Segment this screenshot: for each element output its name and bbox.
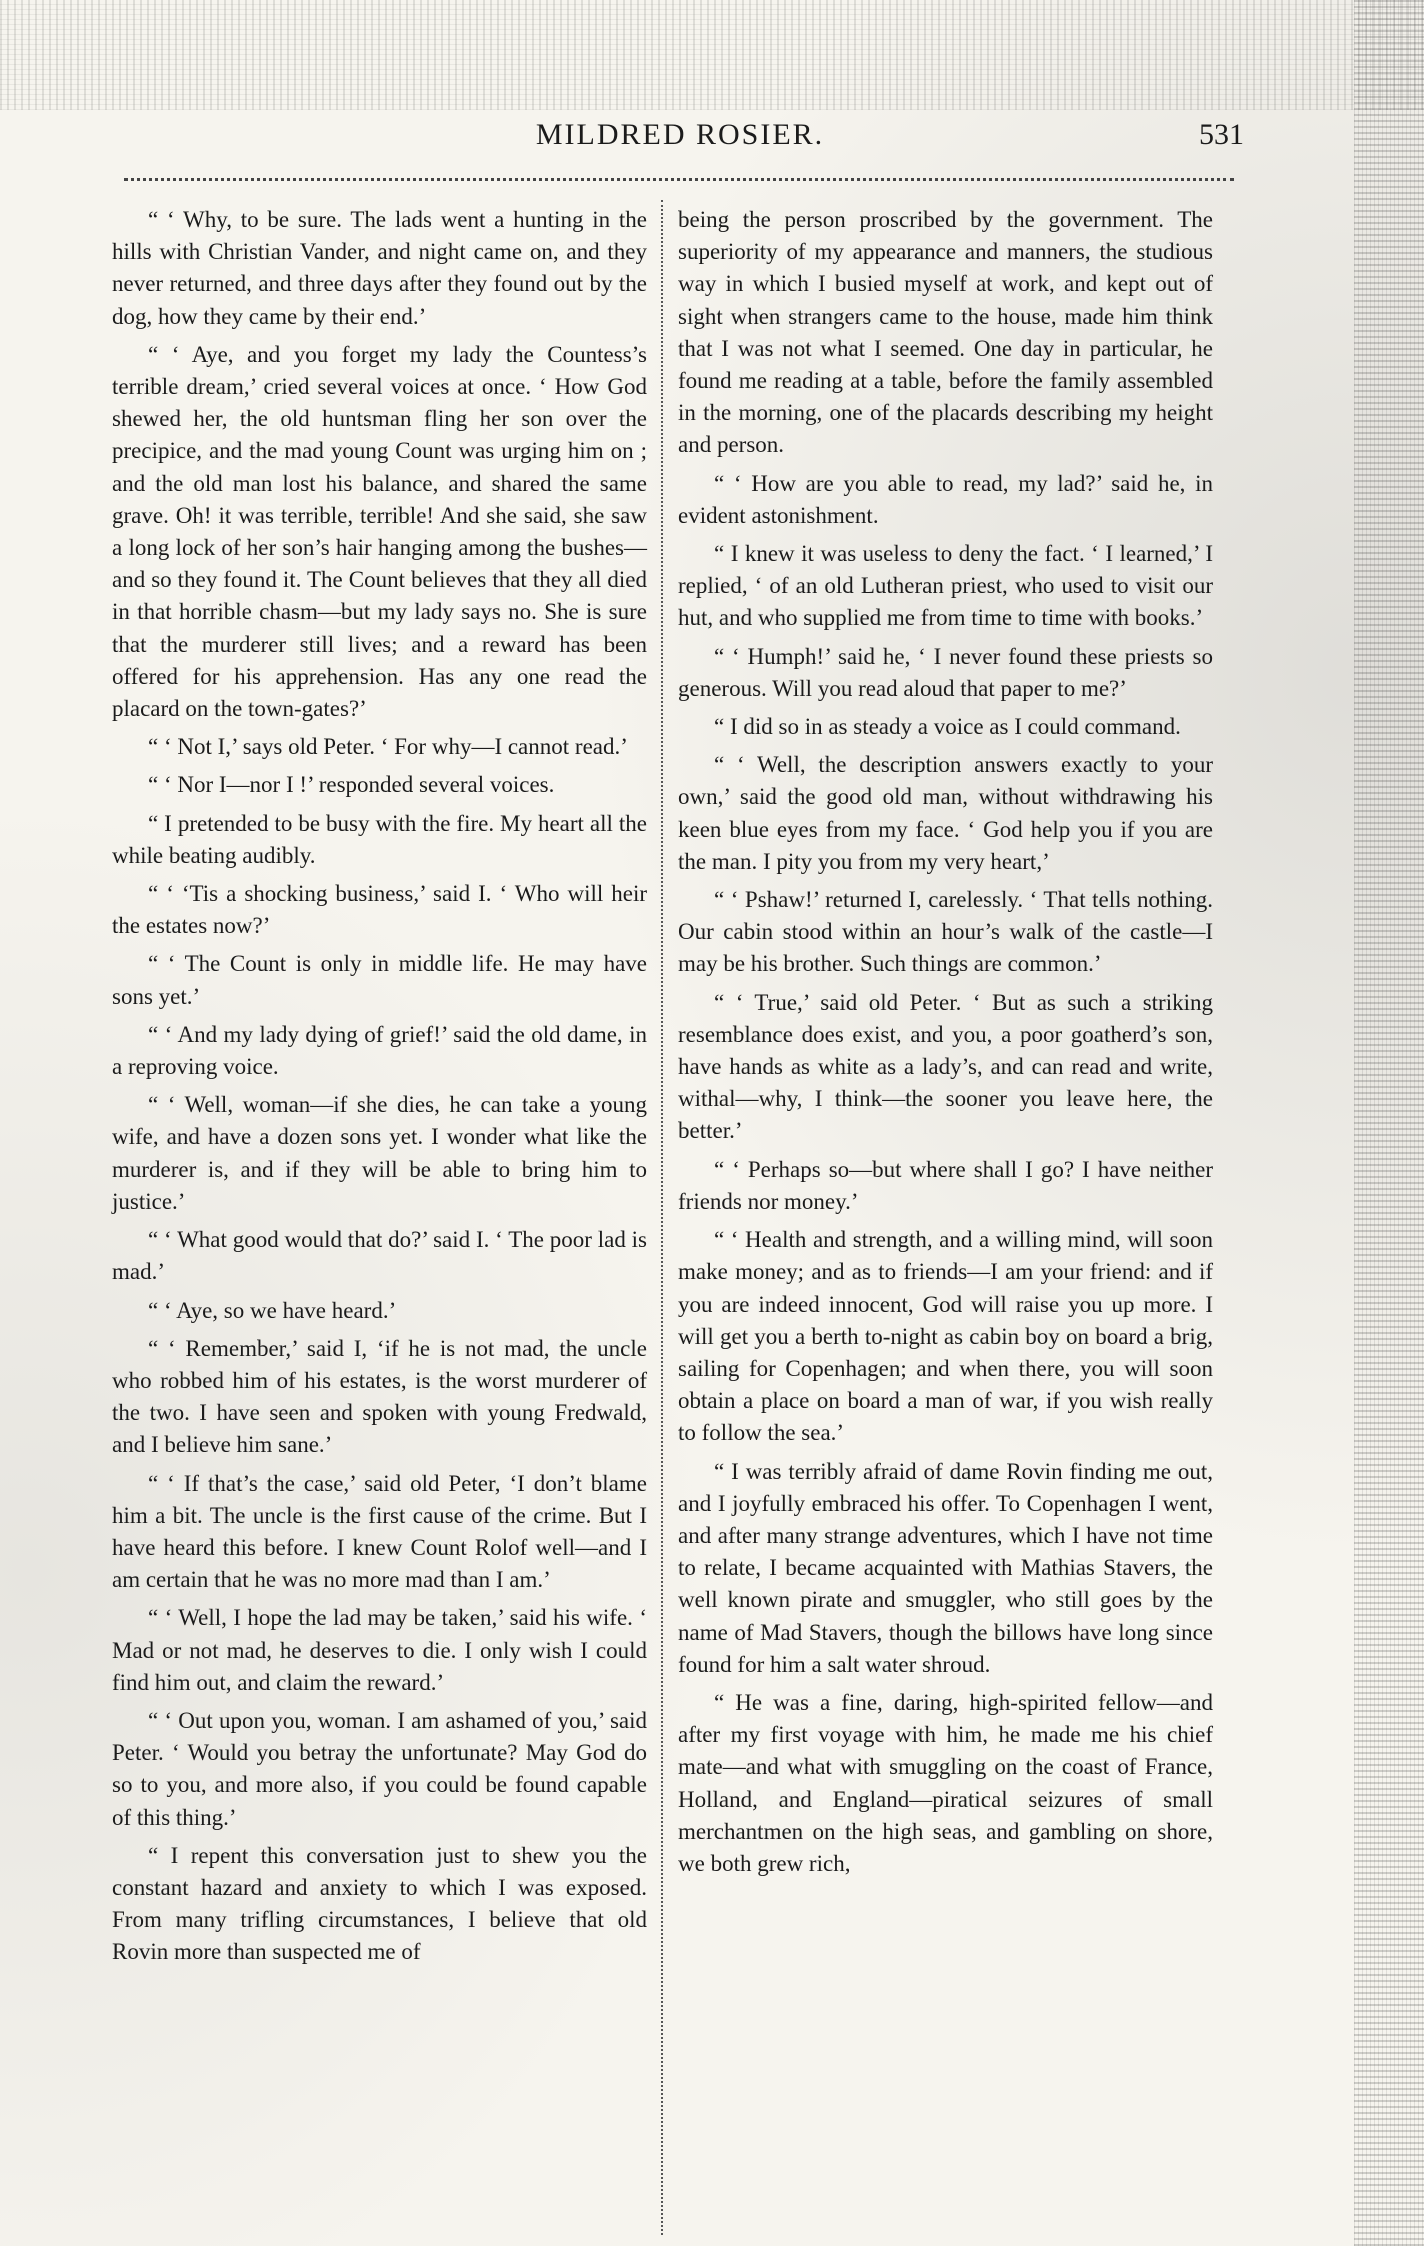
right-column <box>678 204 1213 1886</box>
left-column <box>112 204 647 1975</box>
paragraph: “ I knew it was useless to deny the fact. ‘ I learned,’ I replied, ‘ of an old Lutheran priest, who used to visit our hut, and who supplied me from time to time with books.’ <box>678 541 1213 631</box>
page-number: 531 <box>1199 118 1244 151</box>
paragraph: “ ‘ Pshaw!’ returned I, carelessly. ‘ That tells nothing. Our cabin stood within an hour’s walk of the castle—I may be his brother. Such things are common.’ <box>678 887 1213 977</box>
paragraph: “ ‘ Remember,’ said I, ‘if he is not mad, the uncle who robbed him of his estates, is the worst murderer of the two. I have seen and spoken with young Fredwald, and I believe him sane.’ <box>112 1335 647 1458</box>
paragraph: “ ‘ ‘Tis a shocking business,’ said I. ‘ Who will heir the estates now?’ <box>112 881 647 939</box>
page-header <box>120 118 1244 168</box>
scan-noise-top <box>0 0 1424 110</box>
paragraph: “ ‘ Nor I—nor I !’ responded several voices. <box>148 772 555 798</box>
paragraph: “ ‘ Perhaps so—but where shall I go? I have neither friends nor money.’ <box>678 1156 1213 1214</box>
paragraph: “ ‘ Out upon you, woman. I am ashamed of you,’ said Peter. ‘ Would you betray the unfortunate? May God do so to you, and more also, if you could be found capable of this thing.’ <box>112 1707 647 1830</box>
column-divider <box>661 200 663 2235</box>
paragraph: “ ‘ Aye, so we have heard.’ <box>148 1297 397 1323</box>
header-rule <box>124 178 1234 181</box>
paragraph: “ I was terribly afraid of dame Rovin finding me out, and I joyfully embraced his offer. To Copenhagen I went, and after many strange adventures, which I have not time to relate, I became acquainted with Mathias Stavers, the well known pirate and smuggler, who still goes by the name of Mad Stavers, though the billows have long since found for him a salt water shroud. <box>678 1458 1213 1677</box>
paragraph: “ ‘ The Count is only in middle life. He may have sons yet.’ <box>112 951 647 1009</box>
paragraph: “ He was a fine, daring, high-spirited fellow—and after my first voyage with him, he made me his chief mate—and what with smuggling on the coast of France, Holland, and England—piratical seizures of small merchantmen on the high seas, and gambling on shore, we both grew rich, <box>678 1689 1213 1876</box>
paragraph: “ I repent this conversation just to shew you the constant hazard and anxiety to which I was exposed. From many trifling circumstances, I believe that old Rovin more than suspected me of <box>112 1842 647 1965</box>
paragraph: “ ‘ Well, woman—if she dies, he can take a young wife, and have a dozen sons yet. I wonder what like the murderer is, and if they will be able to bring him to justice.’ <box>112 1092 647 1214</box>
paragraph: “ ‘ Health and strength, and a willing mind, will soon make money; and as to friends—I am your friend: and if you are indeed innocent, God will raise you up more. I will get you a berth to-night as cabin boy on board a brig, sailing for Copenhagen; and when there, you will soon obtain a place on board a man of war, if you wish really to follow the sea.’ <box>678 1227 1213 1446</box>
paragraph: “ ‘ What good would that do?’ said I. ‘ The poor lad is mad.’ <box>112 1227 647 1285</box>
paragraph: “ I did so in as steady a voice as I could command. <box>714 714 1181 740</box>
paragraph: “ ‘ If that’s the case,’ said old Peter, ‘I don’t blame him a bit. The uncle is the first cause of the crime. But I have heard this before. I knew Count Rolof well—and I am certain that he was no more mad than I am.’ <box>112 1470 647 1593</box>
running-title: MILDRED ROSIER. <box>535 118 825 151</box>
paragraph: “ ‘ How are you able to read, my lad?’ said he, in evident astonishment. <box>678 470 1213 528</box>
paragraph-continued: being the person proscribed by the government. The superiority of my appearance and manners, the studious way in which I busied myself at work, and kept out of sight when strangers came to the house, made him think that I was not what I seemed. One day in particular, he found me reading at a table, before the family assembled in the morning, one of the placards describing my height and person. <box>678 207 1213 458</box>
paragraph: “ I pretended to be busy with the fire. My heart all the while beating audibly. <box>112 810 647 868</box>
paragraph: “ ‘ True,’ said old Peter. ‘ But as such a striking resemblance does exist, and you, a poor goatherd’s son, have hands as white as a lady’s, and can read and write, withal—why, I think—the sooner you leave here, the better.’ <box>678 989 1213 1144</box>
paragraph: “ ‘ Why, to be sure. The lads went a hunting in the hills with Christian Vander, and night came on, and they never returned, and three days after they found out by the dog, how they came by their end.’ <box>112 207 647 329</box>
scan-noise-right <box>1354 0 1424 2246</box>
paragraph: “ ‘ Well, I hope the lad may be taken,’ said his wife. ‘ Mad or not mad, he deserves to die. I only wish I could find him out, and claim the reward.’ <box>112 1605 647 1695</box>
paragraph: “ ‘ Humph!’ said he, ‘ I never found these priests so generous. Will you read aloud that paper to me?’ <box>678 643 1213 701</box>
paragraph: “ ‘ And my lady dying of grief!’ said the old dame, in a reproving voice. <box>112 1021 647 1080</box>
paragraph: “ ‘ Aye, and you forget my lady the Countess’s terrible dream,’ cried several voices at once. ‘ How God shewed her, the old huntsman fling her son over the precipice, and the mad young Count was urging him on ; and the old man lost his balance, and shared the same grave. Oh! it was terrible, terrible! And she said, she saw a long lock of her son’s hair hanging among the bushes—and so they found it. The Count believes that they all died in that horrible chasm—but my lady says no. She is sure that the murderer still lives; and a reward has been offered for his apprehension. Has any one read the placard on the town-gates?’ <box>112 341 647 722</box>
paragraph: “ ‘ Not I,’ says old Peter. ‘ For why—I cannot read.’ <box>148 734 628 760</box>
paragraph: “ ‘ Well, the description answers exactly to your own,’ said the good old man, without withdrawing his keen blue eyes from my face. ‘ God help you if you are the man. I pity you from my very heart,’ <box>678 752 1213 874</box>
